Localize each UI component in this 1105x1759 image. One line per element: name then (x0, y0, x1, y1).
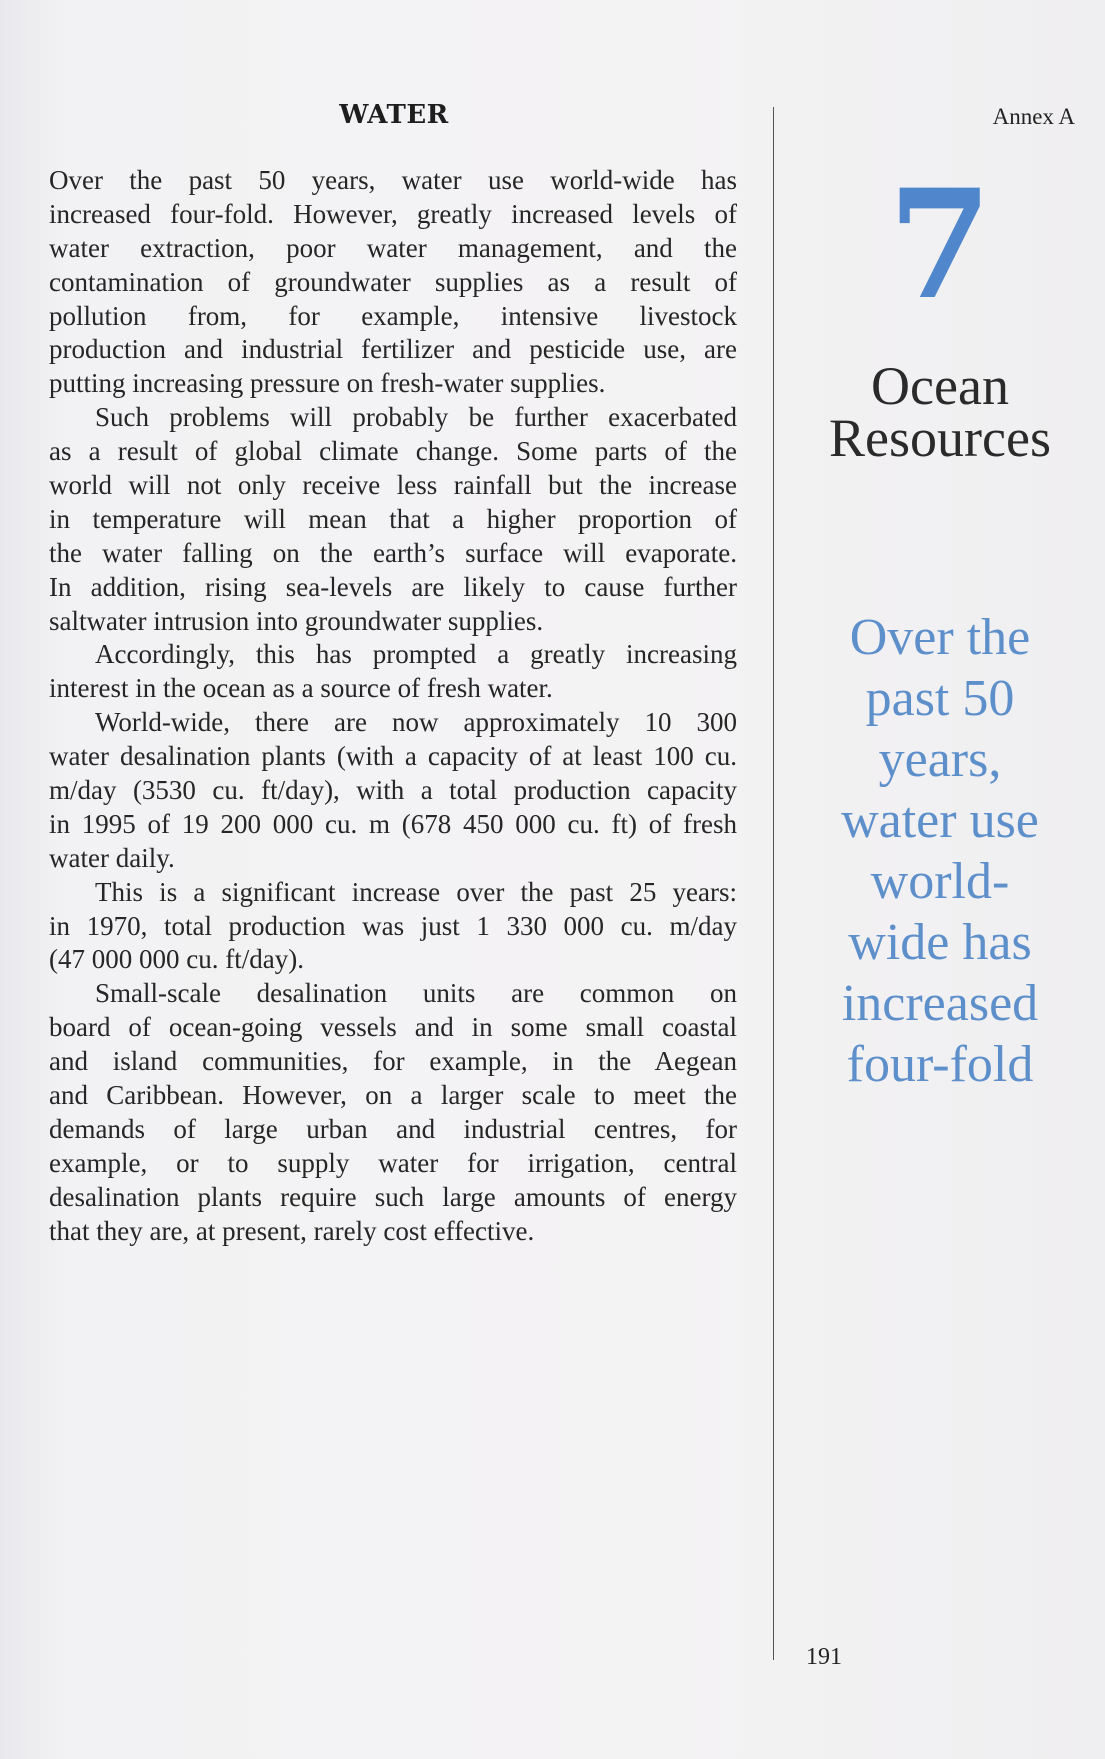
body-line: interest in the ocean as a source of fresh water. (49, 673, 553, 704)
body-line: increased four-fold. However, greatly increased levels of (49, 198, 737, 229)
pull-quote-line: Over the (849, 609, 1031, 666)
pull-quote-line: wide has (848, 914, 1032, 971)
body-line: water desalination plants (with a capacity of at least 100 cu. (49, 741, 737, 772)
body-line: In addition, rising sea-levels are likely to cause further (49, 571, 737, 602)
pull-quote (790, 607, 1090, 1095)
body-line: example, or to supply water for irrigation, central (49, 1147, 737, 1178)
section-heading: WATER (339, 100, 449, 130)
body-line: Over the past 50 years, water use world-wide has (49, 165, 737, 195)
body-line: water daily. (49, 842, 175, 873)
body-line: demands of large urban and industrial centres, for (49, 1113, 737, 1144)
body-line: and Caribbean. However, on a larger scale to meet the (49, 1080, 737, 1111)
chapter-title-line: Resources (829, 408, 1051, 468)
body-line: Small-scale desalination units are common on (95, 978, 737, 1009)
body-line: in 1995 of 19 200 000 cu. m (678 450 000 cu. ft) of fresh (49, 808, 737, 839)
body-line: contamination of groundwater supplies as a result of (49, 266, 737, 297)
body-line: saltwater intrusion into groundwater supplies. (49, 605, 544, 636)
body-line: (47 000 000 cu. ft/day). (49, 944, 304, 975)
column-divider (773, 107, 774, 1660)
body-line: World-wide, there are now approximately 10 300 (95, 707, 737, 738)
body-line: production and industrial fertilizer and pesticide use, are (49, 334, 737, 365)
pull-quote-line: four-fold (846, 1036, 1034, 1093)
body-line: pollution from, for example, intensive livestock (49, 300, 737, 331)
pull-quote-line: world- (870, 853, 1010, 910)
body-line: in 1970, total production was just 1 330 000 cu. m/day (49, 910, 737, 941)
pull-quote-line: water use (841, 792, 1039, 849)
body-line: Such problems will probably be further exacerbated (95, 402, 737, 433)
body-line: putting increasing pressure on fresh-water supplies. (49, 368, 606, 399)
chapter-title (790, 356, 1090, 468)
body-line: board of ocean-going vessels and in some small coastal (49, 1012, 737, 1043)
pull-quote-line: past 50 (865, 670, 1015, 727)
body-text (49, 164, 737, 1249)
body-line: world will not only receive less rainfall but the increase (49, 470, 737, 501)
chapter-title-line: Ocean (871, 356, 1009, 416)
body-line: This is a significant increase over the past 25 years: (95, 876, 737, 907)
body-line: Accordingly, this has prompted a greatly increasing (95, 639, 737, 670)
body-line: desalination plants require such large amounts of energy (49, 1181, 737, 1212)
body-line: m/day (3530 cu. ft/day), with a total production capacity (49, 775, 737, 806)
page-number: 191 (806, 1644, 842, 1670)
body-line: water extraction, poor water management, and the (49, 232, 737, 263)
chapter-number: 7 (887, 157, 993, 333)
body-line: and island communities, for example, in the Aegean (49, 1046, 737, 1077)
pull-quote-line: increased (841, 975, 1039, 1032)
running-head: Annex A (992, 104, 1075, 129)
pull-quote-line: years, (878, 731, 1002, 788)
body-line: as a result of global climate change. Some parts of the (49, 436, 737, 467)
body-line: that they are, at present, rarely cost effective. (49, 1215, 535, 1246)
body-line: the water falling on the earth’s surface will evaporate. (49, 537, 737, 568)
body-line: in temperature will mean that a higher proportion of (49, 503, 737, 534)
